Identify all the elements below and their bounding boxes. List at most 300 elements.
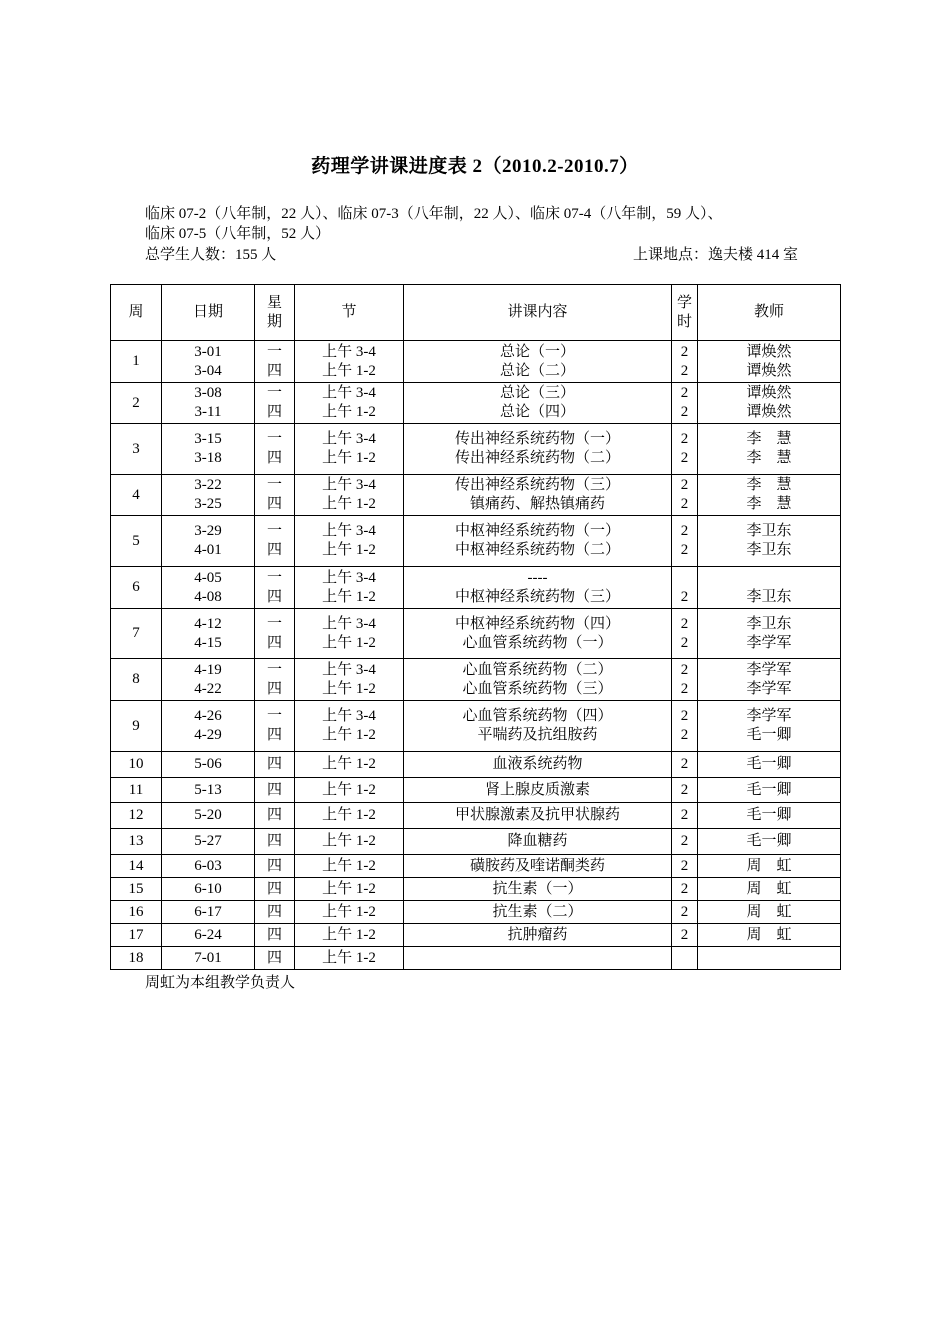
table-row (111, 475, 841, 516)
table-row (111, 424, 841, 475)
weekday-cell (255, 829, 295, 855)
table-row (111, 567, 841, 609)
teacher-line: 谭焕然 (746, 362, 792, 379)
hours-line: 2 (680, 634, 689, 651)
weekday-cell (255, 567, 295, 609)
teacher-cell (698, 516, 841, 567)
session-cell (295, 516, 404, 567)
content-cell (404, 752, 672, 778)
header-hours (672, 285, 698, 341)
weekday-line: 四 (266, 781, 282, 798)
content-line: ---- (527, 569, 548, 586)
session-cell (295, 383, 404, 424)
hours-line: 2 (680, 680, 689, 697)
date-line: 5-13 (194, 781, 222, 798)
content-line: 心血管系统药物（一） (462, 634, 613, 651)
weekday-line: 一 (266, 523, 282, 539)
footer-note: 周虹为本组教学负责人 (145, 975, 296, 991)
header-hours-line-1: 学 (676, 294, 692, 311)
teacher-line (698, 569, 840, 588)
teacher-line: 谭焕然 (746, 404, 792, 420)
week-cell: 16 (111, 901, 162, 924)
hours-cell (672, 701, 698, 752)
week-cell: 8 (111, 659, 162, 701)
session-cell (295, 424, 404, 475)
session-cell (295, 567, 404, 609)
hours-line: 2 (680, 661, 689, 678)
session-line: 上午 1-2 (322, 949, 376, 966)
hours-line: 2 (680, 362, 689, 379)
session-line: 上午 3-4 (322, 431, 376, 447)
weekday-cell (255, 475, 295, 516)
content-line: 中枢神经系统药物（三） (454, 588, 620, 605)
session-line: 上午 1-2 (322, 807, 376, 823)
week-cell: 14 (111, 855, 162, 878)
week-cell: 6 (111, 567, 162, 609)
weekday-cell (255, 752, 295, 778)
teacher-line: 李卫东 (746, 523, 792, 539)
date-line: 4-15 (194, 634, 222, 651)
weekday-line: 四 (266, 833, 282, 849)
classes-line-1: 临床 07-2（八年制，22 人）、临床 07-3（八年制，22 人）、临床 07-4（八年制，59 人）、 (145, 206, 723, 222)
teacher-line: 谭焕然 (746, 343, 792, 360)
hours-line: 2 (680, 431, 689, 447)
teacher-line: 李卫东 (746, 588, 792, 605)
session-line: 上午 1-2 (322, 880, 376, 897)
hours-line: 2 (680, 807, 689, 823)
session-cell (295, 803, 404, 829)
teacher-cell (698, 659, 841, 701)
session-line: 上午 1-2 (322, 588, 376, 605)
header-week: 周 (111, 285, 162, 341)
session-line: 上午 1-2 (322, 781, 376, 798)
date-cell (162, 516, 255, 567)
hours-cell (672, 475, 698, 516)
week-cell: 5 (111, 516, 162, 567)
date-cell (162, 609, 255, 659)
teacher-cell (698, 609, 841, 659)
session-cell (295, 475, 404, 516)
teacher-line: 周 虹 (746, 903, 792, 920)
content-line: 磺胺药及喹诺酮类药 (469, 857, 605, 874)
table-row (111, 341, 841, 383)
total-students: 总学生人数：155 人 (145, 247, 277, 263)
teacher-cell (698, 778, 841, 803)
content-cell (404, 659, 672, 701)
content-cell (404, 878, 672, 901)
teacher-line: 李 慧 (746, 496, 792, 512)
weekday-cell (255, 947, 295, 970)
teacher-line: 毛一卿 (746, 833, 792, 849)
content-line: 中枢神经系统药物（二） (454, 542, 620, 558)
hours-line: 2 (680, 588, 689, 605)
teacher-line: 李卫东 (746, 615, 792, 632)
teacher-cell (698, 567, 841, 609)
session-line: 上午 3-4 (322, 385, 376, 401)
date-line: 4-22 (194, 680, 222, 697)
hours-cell (672, 659, 698, 701)
table-row (111, 701, 841, 752)
schedule-table (110, 284, 841, 970)
weekday-cell (255, 701, 295, 752)
content-line: 抗生素（一） (492, 880, 583, 897)
date-line: 4-29 (194, 727, 222, 743)
content-line: 中枢神经系统药物（四） (454, 615, 620, 632)
date-line: 3-18 (194, 450, 222, 466)
date-line: 6-10 (194, 880, 222, 897)
date-cell (162, 701, 255, 752)
hours-line: 2 (680, 857, 689, 874)
session-line: 上午 3-4 (322, 708, 376, 724)
teacher-cell (698, 752, 841, 778)
date-line: 3-15 (194, 431, 222, 447)
teacher-line: 毛一卿 (746, 807, 792, 823)
hours-cell (672, 424, 698, 475)
content-line: 总论（一） (499, 343, 575, 360)
week-cell: 7 (111, 609, 162, 659)
session-line: 上午 1-2 (322, 926, 376, 943)
date-cell (162, 803, 255, 829)
session-line: 上午 3-4 (322, 343, 376, 360)
session-line: 上午 1-2 (322, 680, 376, 697)
weekday-cell (255, 878, 295, 901)
content-line: 镇痛药、解热镇痛药 (469, 496, 605, 512)
teacher-line: 周 虹 (746, 857, 792, 874)
teacher-line: 毛一卿 (746, 781, 792, 798)
date-line: 3-08 (194, 385, 222, 401)
teacher-line: 毛一卿 (746, 756, 792, 772)
hours-cell (672, 516, 698, 567)
hours-cell (672, 752, 698, 778)
week-cell: 17 (111, 924, 162, 947)
session-line: 上午 1-2 (322, 903, 376, 920)
date-line: 4-26 (194, 708, 222, 724)
session-line: 上午 1-2 (322, 727, 376, 743)
weekday-line: 四 (266, 362, 282, 379)
hours-line (672, 949, 697, 968)
weekday-cell (255, 803, 295, 829)
hours-cell (672, 803, 698, 829)
date-line: 3-29 (194, 523, 222, 539)
session-line: 上午 1-2 (322, 833, 376, 849)
content-line: 总论（二） (499, 362, 575, 379)
header-date: 日期 (162, 285, 255, 341)
teacher-line: 李学军 (746, 634, 792, 651)
week-cell: 4 (111, 475, 162, 516)
teacher-cell (698, 341, 841, 383)
session-cell (295, 752, 404, 778)
table-row (111, 901, 841, 924)
hours-cell (672, 901, 698, 924)
header-row (111, 285, 841, 341)
date-cell (162, 752, 255, 778)
header-hours-line-2: 时 (676, 313, 692, 330)
classes-line-2: 临床 07-5（八年制，52 人） (145, 226, 330, 242)
teacher-cell (698, 424, 841, 475)
header-weekday-line-1: 星 (266, 294, 282, 311)
hours-line: 2 (680, 756, 689, 772)
hours-line: 2 (680, 833, 689, 849)
teacher-cell (698, 829, 841, 855)
session-line: 上午 1-2 (322, 857, 376, 874)
session-cell (295, 609, 404, 659)
hours-line: 2 (680, 385, 689, 401)
table-row (111, 855, 841, 878)
date-cell (162, 924, 255, 947)
date-line: 4-12 (194, 615, 222, 632)
weekday-line: 四 (266, 542, 282, 558)
content-line: 传出神经系统药物（一） (454, 431, 620, 447)
weekday-cell (255, 778, 295, 803)
date-line: 5-06 (194, 756, 222, 772)
date-line: 6-17 (194, 903, 222, 920)
weekday-line: 一 (266, 477, 282, 493)
week-cell: 12 (111, 803, 162, 829)
content-cell (404, 924, 672, 947)
table-row (111, 803, 841, 829)
content-line: 总论（三） (499, 385, 575, 401)
teacher-line: 毛一卿 (746, 727, 792, 743)
weekday-cell (255, 383, 295, 424)
teacher-line: 周 虹 (746, 880, 792, 897)
weekday-cell (255, 516, 295, 567)
session-line: 上午 1-2 (322, 450, 376, 466)
week-cell: 9 (111, 701, 162, 752)
session-line: 上午 1-2 (322, 756, 376, 772)
date-cell (162, 878, 255, 901)
date-cell (162, 475, 255, 516)
weekday-line: 四 (266, 807, 282, 823)
date-line: 4-01 (194, 542, 222, 558)
teacher-cell (698, 701, 841, 752)
teacher-line: 李学军 (746, 661, 792, 678)
hours-cell (672, 878, 698, 901)
content-line: 传出神经系统药物（二） (454, 450, 620, 466)
session-cell (295, 701, 404, 752)
content-line: 平喘药及抗组胺药 (477, 727, 598, 743)
header-teacher: 教师 (698, 285, 841, 341)
class-location: 上课地点：逸夫楼 414 室 (632, 247, 798, 263)
date-cell (162, 341, 255, 383)
content-cell (404, 383, 672, 424)
hours-cell (672, 383, 698, 424)
content-line: 抗肿瘤药 (507, 926, 568, 943)
session-line: 上午 3-4 (322, 477, 376, 493)
table-row (111, 878, 841, 901)
week-cell: 3 (111, 424, 162, 475)
hours-cell (672, 829, 698, 855)
session-line: 上午 1-2 (322, 634, 376, 651)
weekday-line: 一 (266, 385, 282, 401)
weekday-cell (255, 924, 295, 947)
header-weekday-line-2: 期 (266, 313, 282, 330)
date-cell (162, 424, 255, 475)
session-line: 上午 1-2 (322, 404, 376, 420)
hours-line: 2 (680, 615, 689, 632)
weekday-line: 四 (266, 588, 282, 605)
teacher-cell (698, 901, 841, 924)
session-cell (295, 924, 404, 947)
weekday-line: 一 (266, 708, 282, 724)
teacher-line: 李学军 (746, 708, 792, 724)
date-line: 4-08 (194, 588, 222, 605)
weekday-line: 四 (266, 496, 282, 512)
weekday-line: 一 (266, 661, 282, 678)
session-cell (295, 659, 404, 701)
content-line: 心血管系统药物（三） (462, 680, 613, 697)
hours-line: 2 (680, 523, 689, 539)
content-line: 中枢神经系统药物（一） (454, 523, 620, 539)
hours-line: 2 (680, 343, 689, 360)
content-line: 甲状腺激素及抗甲状腺药 (454, 807, 620, 823)
content-cell (404, 701, 672, 752)
weekday-line: 四 (266, 680, 282, 697)
content-cell (404, 424, 672, 475)
table-row (111, 609, 841, 659)
week-cell: 1 (111, 341, 162, 383)
date-line: 6-24 (194, 926, 222, 943)
date-cell (162, 567, 255, 609)
content-cell (404, 609, 672, 659)
table-row (111, 659, 841, 701)
hours-line: 2 (680, 450, 689, 466)
teacher-line: 周 虹 (746, 926, 792, 943)
date-cell (162, 383, 255, 424)
content-cell (404, 855, 672, 878)
weekday-line: 一 (266, 569, 282, 586)
session-line: 上午 1-2 (322, 362, 376, 379)
schedule-body (111, 341, 841, 970)
teacher-cell (698, 475, 841, 516)
session-cell (295, 778, 404, 803)
weekday-line: 四 (266, 756, 282, 772)
weekday-line: 四 (266, 903, 282, 920)
table-row (111, 752, 841, 778)
date-line: 3-11 (194, 404, 222, 420)
weekday-cell (255, 855, 295, 878)
content-cell (404, 947, 672, 970)
teacher-cell (698, 878, 841, 901)
table-row (111, 516, 841, 567)
header-session: 节 (295, 285, 404, 341)
session-cell (295, 341, 404, 383)
weekday-line: 四 (266, 450, 282, 466)
hours-cell (672, 567, 698, 609)
hours-cell (672, 855, 698, 878)
weekday-line: 一 (266, 615, 282, 632)
header-content: 讲课内容 (404, 285, 672, 341)
content-cell (404, 516, 672, 567)
weekday-line: 四 (266, 727, 282, 743)
teacher-line: 李学军 (746, 680, 792, 697)
session-line: 上午 3-4 (322, 661, 376, 678)
content-cell (404, 475, 672, 516)
hours-line: 2 (680, 926, 689, 943)
date-line: 3-22 (194, 477, 222, 493)
teacher-cell (698, 855, 841, 878)
session-cell (295, 878, 404, 901)
table-row (111, 947, 841, 970)
date-cell (162, 829, 255, 855)
content-line: 血液系统药物 (492, 756, 583, 772)
weekday-cell (255, 341, 295, 383)
date-cell (162, 855, 255, 878)
session-line: 上午 3-4 (322, 615, 376, 632)
content-cell (404, 829, 672, 855)
date-line: 3-01 (194, 343, 222, 360)
hours-line: 2 (680, 496, 689, 512)
weekday-cell (255, 609, 295, 659)
week-cell: 18 (111, 947, 162, 970)
week-cell: 2 (111, 383, 162, 424)
content-line: 降血糖药 (507, 833, 568, 849)
date-line: 4-19 (194, 661, 222, 678)
hours-line: 2 (680, 708, 689, 724)
content-cell (404, 341, 672, 383)
hours-line: 2 (680, 477, 689, 493)
week-cell: 10 (111, 752, 162, 778)
date-line: 5-20 (194, 807, 222, 823)
content-cell (404, 567, 672, 609)
hours-line: 2 (680, 542, 689, 558)
session-cell (295, 829, 404, 855)
content-line (404, 949, 671, 968)
teacher-cell (698, 947, 841, 970)
session-line: 上午 1-2 (322, 496, 376, 512)
hours-line (672, 569, 697, 588)
session-cell (295, 901, 404, 924)
table-row (111, 383, 841, 424)
content-line: 总论（四） (499, 404, 575, 420)
date-cell (162, 901, 255, 924)
date-line: 3-04 (194, 362, 222, 379)
teacher-line (698, 949, 840, 968)
teacher-cell (698, 803, 841, 829)
hours-line: 2 (680, 404, 689, 420)
date-line: 7-01 (194, 949, 222, 966)
teacher-cell (698, 383, 841, 424)
session-cell (295, 947, 404, 970)
teacher-line: 谭焕然 (746, 385, 792, 401)
hours-line: 2 (680, 880, 689, 897)
date-line: 3-25 (194, 496, 222, 512)
session-line: 上午 3-4 (322, 523, 376, 539)
hours-cell (672, 947, 698, 970)
weekday-line: 四 (266, 949, 282, 966)
weekday-cell (255, 901, 295, 924)
content-line: 心血管系统药物（四） (462, 708, 613, 724)
content-line: 传出神经系统药物（三） (454, 477, 620, 493)
content-cell (404, 803, 672, 829)
hours-line: 2 (680, 903, 689, 920)
weekday-line: 四 (266, 926, 282, 943)
session-line: 上午 3-4 (322, 569, 376, 586)
table-row (111, 778, 841, 803)
weekday-cell (255, 659, 295, 701)
session-line: 上午 1-2 (322, 542, 376, 558)
week-cell: 15 (111, 878, 162, 901)
hours-cell (672, 924, 698, 947)
hours-cell (672, 609, 698, 659)
week-cell: 13 (111, 829, 162, 855)
hours-cell (672, 778, 698, 803)
teacher-line: 李 慧 (746, 477, 792, 493)
hours-line: 2 (680, 727, 689, 743)
week-cell: 11 (111, 778, 162, 803)
content-line: 心血管系统药物（二） (462, 661, 613, 678)
content-cell (404, 778, 672, 803)
weekday-line: 一 (266, 343, 282, 360)
